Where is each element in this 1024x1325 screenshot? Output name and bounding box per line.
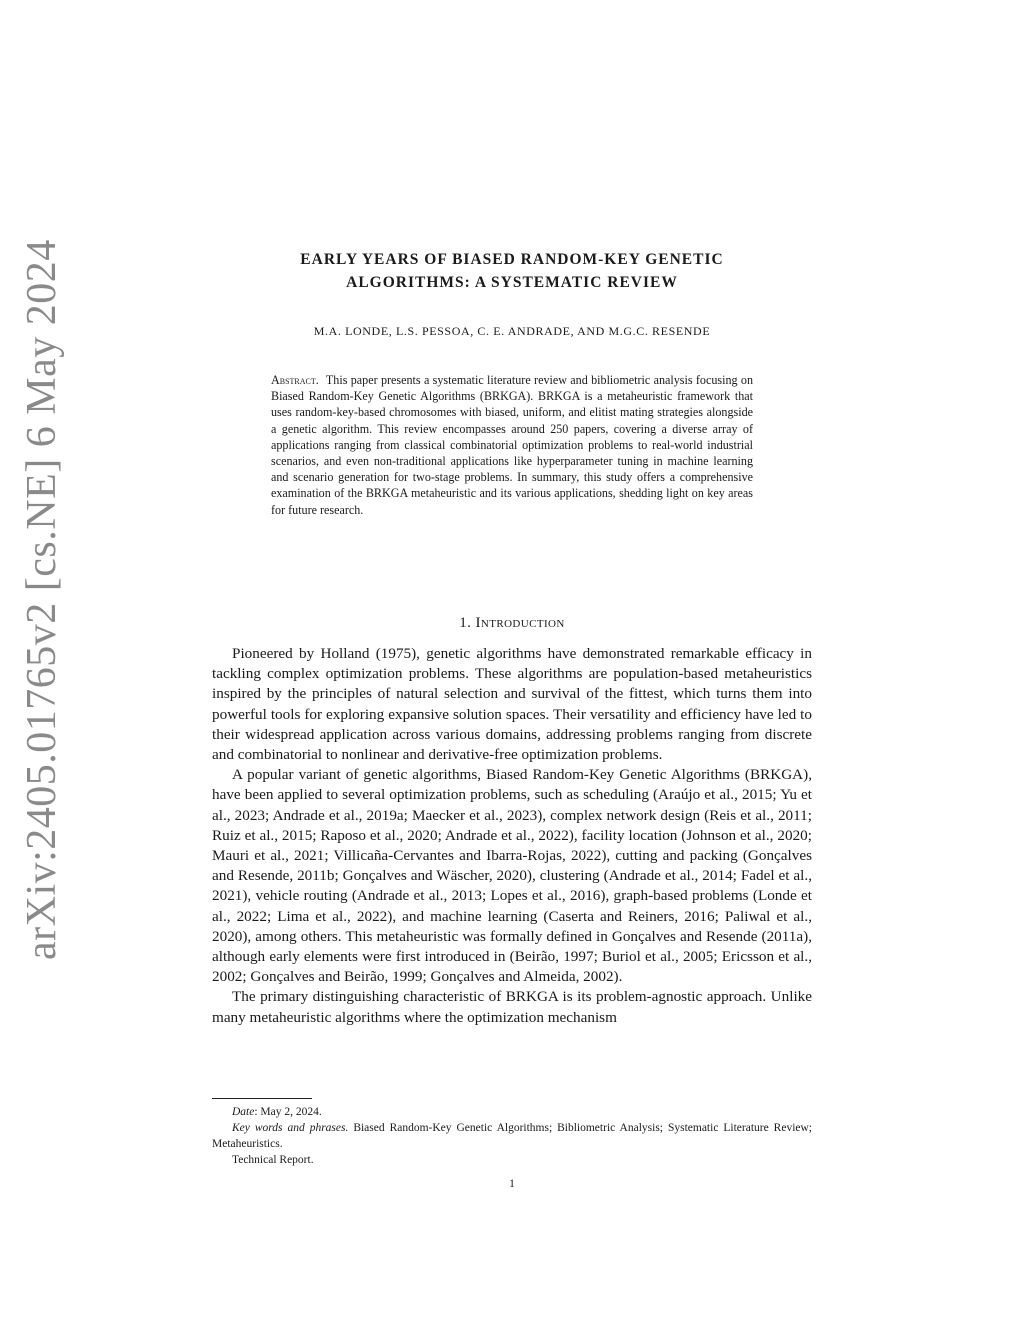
section-name: Introduction <box>475 615 565 631</box>
paragraph-3: The primary distinguishing characteristic of BRKGA is its problem-agnostic approach. Unlike many metaheuristic algorithms where the optimization mechanism <box>212 988 812 1026</box>
paragraph-2: A popular variant of genetic algorithms, Biased Random-Key Genetic Algorithms (BRKGA), have been applied to several optimization problems, such as scheduling (Araújo et al., 2015; Yu et al., 2023; Andrade et al., 2019a; Maecker et al., 2023), complex network design (Reis et al., 2011; Ruiz et al., 2015; Raposo et al., 2020; Andrade et al., 2022), facility location (Johnson et al., 2020; Mauri et al., 2021; Villicaña-Cervantes and Ibarra-Rojas, 2022), cutting and packing (Gonçalves and Resende, 2011b; Gonçalves and Wäscher, 2020), clustering (Andrade et al., 2014; Fadel et al., 2021), vehicle routing (Andrade et al., 2013; Lopes et al., 2016), graph-based problems (Londe et al., 2022; Lima et al., 2022), and machine learning (Caserta and Reiners, 2016; Paliwal et al., 2020), among others. This metaheuristic was formally defined in Gonçalves and Resende (2011a), although early elements were first introduced in (Beirão, 1997; Buriol et al., 2005; Ericsson et al., 2002; Gonçalves and Beirão, 1999; Gonçalves and Almeida, 2002). <box>212 766 812 986</box>
footnote-date-value: : May 2, 2024. <box>254 1106 322 1118</box>
footnote-keywords <box>212 1120 812 1152</box>
paper-title <box>212 248 812 294</box>
abstract-label: Abstract. <box>271 373 319 387</box>
page-number: 1 <box>509 1178 515 1190</box>
abstract <box>271 372 753 518</box>
footnotes <box>212 1104 812 1168</box>
title-line-2: ALGORITHMS: A SYSTEMATIC REVIEW <box>346 274 678 291</box>
abstract-text: This paper presents a systematic literature review and bibliometric analysis focusing on Biased Random-Key Genetic Algorithms (BRKGA). BRKGA is a metaheuristic framework that uses random-key-based chromosomes with biased, uniform, and elitist mating strategies alongside a genetic algorithm. This review encompasses around 250 papers, covering a diverse array of applications ranging from classical combinatorial optimization problems to real-world industrial scenarios, and even non-traditional applications like hyperparameter tuning in machine learning and scenario generation for two-stage problems. In summary, this study offers a comprehensive examination of the BRKGA metaheuristic and its various applications, shedding light on key areas for future research. <box>271 373 753 517</box>
title-line-1: EARLY YEARS OF BIASED RANDOM-KEY GENETIC <box>300 251 724 268</box>
section-number: 1. <box>459 615 472 631</box>
paragraph-1: Pioneered by Holland (1975), genetic algorithms have demonstrated remarkable efficacy in tackling complex optimization problems. These algorithms are population-based metaheuristics inspired by the principles of natural selection and survival of the fittest, which turns them into powerful tools for exploring expansive solution spaces. Their versatility and efficiency have led to their widespread application across various domains, addressing problems ranging from discrete and combinatorial to nonlinear and derivative-free optimization problems. <box>212 645 812 764</box>
footnote-report: Technical Report. <box>232 1154 314 1166</box>
section-heading-introduction <box>212 615 812 632</box>
introduction-body <box>212 644 812 1028</box>
footnote-date <box>212 1104 812 1120</box>
author-list: M.A. LONDE, L.S. PESSOA, C. E. ANDRADE, AND M.G.C. RESENDE <box>313 324 711 338</box>
footnote-keywords-label: Key words and phrases. <box>232 1122 349 1134</box>
footnote-divider <box>212 1098 312 1099</box>
footnote-date-label: Date <box>232 1106 255 1118</box>
footnote-keywords-value: Biased Random-Key Genetic Algorithms; Bibliometric Analysis; Systematic Literature Review; Metaheuristics. <box>212 1122 812 1150</box>
arxiv-identifier-stamp: arXiv:2405.01765v2 [cs.NE] 6 May 2024 <box>19 239 65 960</box>
